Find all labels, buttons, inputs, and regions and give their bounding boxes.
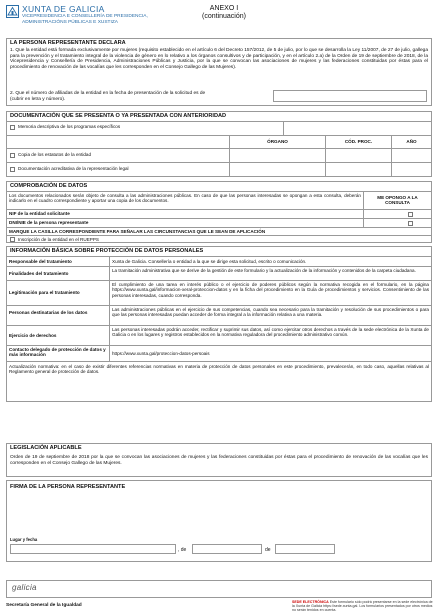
dp-footnote: Actualización normativa: en el caso de existir diferentes referencias normativas en materia de protección de datos personales en este procedimiento, prevalecerán, en todo caso, aquellas relativas al Reglamento general de protección de datos. bbox=[9, 364, 429, 375]
year-field[interactable] bbox=[275, 544, 335, 554]
annex-continuation: (continuación) bbox=[202, 13, 246, 20]
ruepps-label: Inscripción de la entidad en el RUEPPS bbox=[18, 237, 99, 242]
doc-memoria-label: Memoria descriptiva de los programas específicos bbox=[18, 124, 121, 129]
data-check-intro: Los documentos relacionados serán objeto de consulta a las administraciones públicas. En caso de que las personas interesadas se opongan a esta consulta, deberán indicarlo en el cuadro correspondiente y aportar una copia de los documentos. bbox=[9, 193, 361, 204]
list-item bbox=[7, 149, 229, 162]
doc-estatutos-checkbox[interactable] bbox=[10, 153, 15, 158]
doc-representacion-label: Documentación acreditativa de la representación legal bbox=[18, 166, 129, 171]
list-item bbox=[363, 210, 431, 218]
dp-text-derechos: Las personas interesadas podrán acceder, rectificar y suprimir sus datos, así como ejercitar otros derechos a través de la sede electrónica de la Xunta de Galicia o en los lugares y registros establecidos en la normativa reguladora del procedimiento administrativo común. bbox=[109, 326, 431, 345]
dp-label-responsable: Responsable del tratamiento bbox=[9, 259, 72, 264]
dp-label-derechos: Ejercicio de derechos bbox=[9, 333, 57, 338]
table-row bbox=[7, 227, 431, 235]
cod-proc-field[interactable] bbox=[325, 163, 391, 177]
oppose-header: ME OPONGO A LA CONSULTA bbox=[363, 192, 431, 209]
documentation-title: DOCUMENTACIÓN QUE SE PRESENTA O YA PRESENTADA CON ANTERIORIDAD bbox=[10, 113, 227, 119]
cod-proc-field[interactable] bbox=[325, 149, 391, 162]
legislation-title: LEGISLACIÓN APLICABLE bbox=[10, 445, 82, 451]
list-item bbox=[7, 163, 229, 177]
data-protection-title: INFORMACIÓN BÁSICA SOBRE PROTECCIÓN DE DATOS PERSONALES bbox=[10, 248, 204, 254]
declaration-point-1: 1. Que la entidad está formada exclusivamente por mujeres (requisito establecido en el artículo 6 del Decreto 157/2012, de 5 de julio, por lo que se desarrolla la Ley 11/2007, de 27 de julio, gallega para la prevención y el tratamiento integral de la violencia de género en lo relativo a los órganos consultivos y de participación, y en el artículo 2.a) de la Orden de 19 de septiembre de 2018, de la Vicepresidencia y Consellería de Presidencia, Administraciones Públicas y Justicia, por la que se convocan las asociaciones de mujeres y las federaciones constituidas por éstas para el procedimiento de renovación de las vocalías que les corresponden en el Consejo Gallego de las Mujeres). bbox=[10, 48, 428, 70]
table-row bbox=[7, 256, 431, 266]
table-row bbox=[7, 135, 431, 148]
declaration-point-2-note: (cubrir en letra y número). bbox=[10, 96, 66, 102]
ano-field[interactable] bbox=[391, 163, 431, 177]
table-row bbox=[7, 162, 431, 177]
table-row bbox=[7, 325, 431, 345]
dni-label: DNI/NIE de la persona representante bbox=[9, 220, 89, 225]
documentation-section bbox=[6, 111, 432, 177]
nif-label: NIF de la entidad solicitante bbox=[9, 211, 70, 216]
oppose-nif-checkbox[interactable] bbox=[408, 212, 413, 217]
footer-logo-box bbox=[6, 580, 432, 598]
table-row bbox=[7, 191, 431, 209]
signature-title: FIRMA DE LA PERSONA REPRESENTANTE bbox=[10, 484, 126, 490]
date-separator-2: de bbox=[265, 547, 271, 553]
dp-label-contacto: Contacto delegado de protección de datos y más información bbox=[9, 347, 106, 358]
list-item bbox=[363, 219, 431, 227]
list-item bbox=[7, 136, 229, 148]
data-protection-section bbox=[6, 246, 432, 402]
doc-memoria-checkbox[interactable] bbox=[10, 125, 15, 130]
place-date-label: Lugar y fecha bbox=[10, 537, 38, 542]
page-header bbox=[6, 4, 432, 30]
members-count-field[interactable] bbox=[273, 90, 427, 102]
list-item bbox=[7, 122, 283, 135]
table-row bbox=[7, 121, 431, 135]
documentation-table bbox=[7, 121, 431, 177]
org-title: XUNTA DE GALICIA bbox=[22, 4, 105, 14]
data-check-table bbox=[7, 191, 431, 243]
sede-note-text: Este formulario sólo podrá presentarse en la sede electrónica de la Xunta de Galicia https://sede.xunta.gal. Los formularios presentados por otros medios no serán tenidos en cuenta. bbox=[292, 600, 433, 613]
dp-label-destinatarias: Personas destinatarias de los datos bbox=[9, 310, 88, 315]
dp-label-legitimacion: Legitimación para el tratamiento bbox=[9, 290, 80, 295]
table-row bbox=[7, 266, 431, 280]
declaration-point-2 bbox=[7, 91, 271, 102]
table-row bbox=[7, 148, 431, 162]
footer-note bbox=[292, 600, 436, 613]
annex-title: ANEXO I bbox=[209, 5, 239, 12]
table-row bbox=[7, 235, 431, 243]
place-field[interactable] bbox=[10, 544, 176, 554]
mark-circumstances-title: MARQUE LA CASILLA CORRESPONDIENTE PARA SEÑALAR LAS CIRCUNSTANCIAS QUE LE SEAN DE APLICACIÓN bbox=[9, 229, 266, 234]
table-row bbox=[7, 218, 431, 227]
list-item bbox=[7, 236, 431, 243]
dp-label-finalidades: Finalidades del tratamiento bbox=[9, 271, 69, 276]
table-row bbox=[7, 280, 431, 305]
galicia-logo: galicia bbox=[12, 583, 37, 592]
ruepps-checkbox[interactable] bbox=[10, 237, 15, 242]
declaration-section bbox=[6, 38, 432, 106]
signature-section bbox=[6, 480, 432, 562]
declaration-point-2-text: 2. Que el número de afiliadas de la entidad en la fecha de presentación de la solicitud es de bbox=[10, 91, 206, 96]
xunta-emblem-icon bbox=[6, 5, 19, 18]
org-subtitle-2: ADMINISTRACIÓNS PÚBLICAS E XUSTIZA bbox=[22, 19, 118, 25]
table-row bbox=[7, 305, 431, 325]
data-protection-table bbox=[7, 256, 431, 402]
dp-text-destinatarias: Las administraciones públicas en el ejercicio de sus competencias, cuando sea necesario para la tramitación y resolución de sus procedimientos o para que las personas interesadas puedan acceder de forma integral a la información relativa a una materia. bbox=[109, 306, 431, 325]
data-check-title: COMPROBACIÓN DE DATOS bbox=[10, 183, 88, 189]
sede-electronica-label: SEDE ELECTRÓNICA bbox=[292, 600, 329, 604]
oppose-dni-checkbox[interactable] bbox=[408, 221, 413, 226]
table-row bbox=[7, 361, 431, 402]
organo-field[interactable] bbox=[229, 163, 325, 177]
table-row bbox=[7, 209, 431, 218]
doc-representacion-checkbox[interactable] bbox=[10, 167, 15, 172]
dp-text-contacto: https://www.xunta.gal/proteccion-datos-persoais bbox=[109, 346, 431, 361]
data-check-section bbox=[6, 181, 432, 243]
organo-field[interactable] bbox=[229, 149, 325, 162]
legislation-section bbox=[6, 443, 432, 477]
declaration-title: LA PERSONA REPRESENTANTE DECLARA bbox=[10, 40, 126, 46]
column-header-ano: AÑO bbox=[391, 136, 431, 148]
annex-heading bbox=[202, 5, 246, 21]
month-field[interactable] bbox=[192, 544, 262, 554]
org-subtitle-1: VICEPRESIDENCIA E CONSELLERÍA DE PRESIDENCIA, bbox=[22, 14, 148, 19]
ano-field[interactable] bbox=[391, 149, 431, 162]
date-separator-1: , de bbox=[178, 547, 187, 553]
table-row bbox=[7, 345, 431, 361]
doc-estatutos-label: Copia de los estatutos de la entidad bbox=[18, 152, 92, 157]
xunta-logo bbox=[6, 4, 148, 25]
dp-text-responsable: Xunta de Galicia. Consellería o entidad a la que se dirige esta solicitud, escrito o comunicación. bbox=[109, 257, 431, 266]
list-item bbox=[283, 122, 431, 135]
footer-secretaria: Secretaría General de la Igualdad bbox=[6, 603, 82, 608]
dp-text-legitimacion: El cumplimiento de una tarea en interés público o el ejercicio de poderes públicos según la normativa recogida en el formulario, en la página https://www.xunta.gal/informacion-xeral-proteccion-datos y en la ficha del procedimiento en la Guía de procedimientos y servicios. Consentimiento de las personas interesadas, cuando corresponda. bbox=[109, 281, 431, 305]
legislation-text: Orden de 19 de septiembre de 2018 por la que se convocan las asociaciones de mujeres y las federaciones constituidas por éstas para el procedimiento de renovación de las vocalías que les corresponden en el Consejo Gallego de las Mujeres. bbox=[10, 455, 428, 466]
dp-text-finalidades: La tramitación administrativa que se derive de la gestión de este formulario y la actualización de la información y contenidos de la carpeta ciudadana. bbox=[109, 267, 431, 280]
column-header-cod-proc: CÓD. PROC. bbox=[325, 136, 391, 148]
column-header-organo: ÓRGANO bbox=[229, 136, 325, 148]
